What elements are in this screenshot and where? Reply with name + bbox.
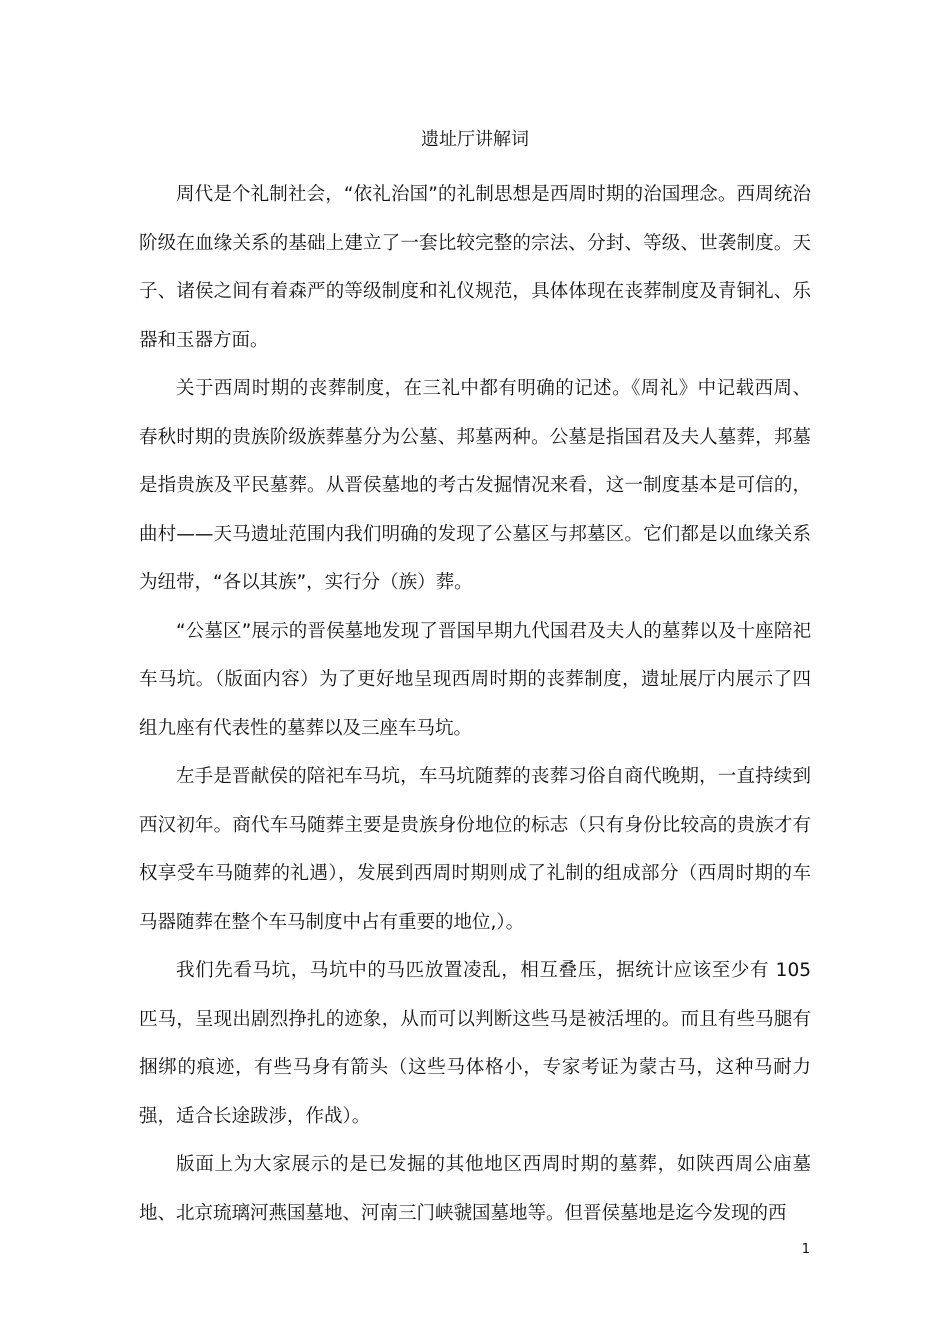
- paragraph: 左手是晋献侯的陪祀车马坑，车马坑随葬的丧葬习俗自商代晚期，一直持续到西汉初年。商代车马随葬主要是贵族身份地位的标志（只有身份比较高的贵族才有权享受车马随葬的礼遇），发展到西周时期则成了礼制的组成部分（西周时期的车马器随葬在整个车马制度中占有重要的地位,）。: [139, 766, 811, 933]
- paragraph: 版面上为大家展示的是已发掘的其他地区西周时期的墓葬，如陕西周公庙墓地、北京琉璃河燕国墓地、河南三门峡虢国墓地等。但晋侯墓地是迄今发现的西: [139, 1154, 811, 1224]
- paragraph: “公墓区”展示的晋侯墓地发现了晋国早期九代国君及夫人的墓葬以及十座陪祀车马坑。（版面内容）为了更好地呈现西周时期的丧葬制度，遗址展厅内展示了四组九座有代表性的墓葬以及三座车马坑。: [139, 620, 811, 739]
- paragraph: 周代是个礼制社会，“依礼治国”的礼制思想是西周时期的治国理念。西周统治阶级在血缘关系的基础上建立了一套比较完整的宗法、分封、等级、世袭制度。天子、诸侯之间有着森严的等级制度和礼仪规范，具体体现在丧葬制度及青铜礼、乐器和玉器方面。: [139, 184, 811, 351]
- document-body: [139, 171, 811, 1238]
- paragraph: 我们先看马坑，马坑中的马匹放置凌乱，相互叠压，据统计应该至少有 105 匹马，呈现出剧烈挣扎的迹象，从而可以判断这些马是被活埋的。而且有些马腿有捆绑的痕迹，有些马身有箭头（这些马体格小，专家考证为蒙古马，这种马耐力强，适合长途跋涉，作战）。: [139, 960, 811, 1127]
- page-title: 遗址厅讲解词: [421, 129, 529, 150]
- page-number: 1: [801, 1242, 810, 1257]
- paragraph: 关于西周时期的丧葬制度，在三礼中都有明确的记述。《周礼》中记载西周、春秋时期的贵族阶级族葬墓分为公墓、邦墓两种。公墓是指国君及夫人墓葬，邦墓是指贵族及平民墓葬。从晋侯墓地的考古发掘情况来看，这一制度基本是可信的，曲村——天马遗址范围内我们明确的发现了公墓区与邦墓区。它们都是以血缘关系为纽带，“各以其族”，实行分（族）葬。: [139, 378, 811, 593]
